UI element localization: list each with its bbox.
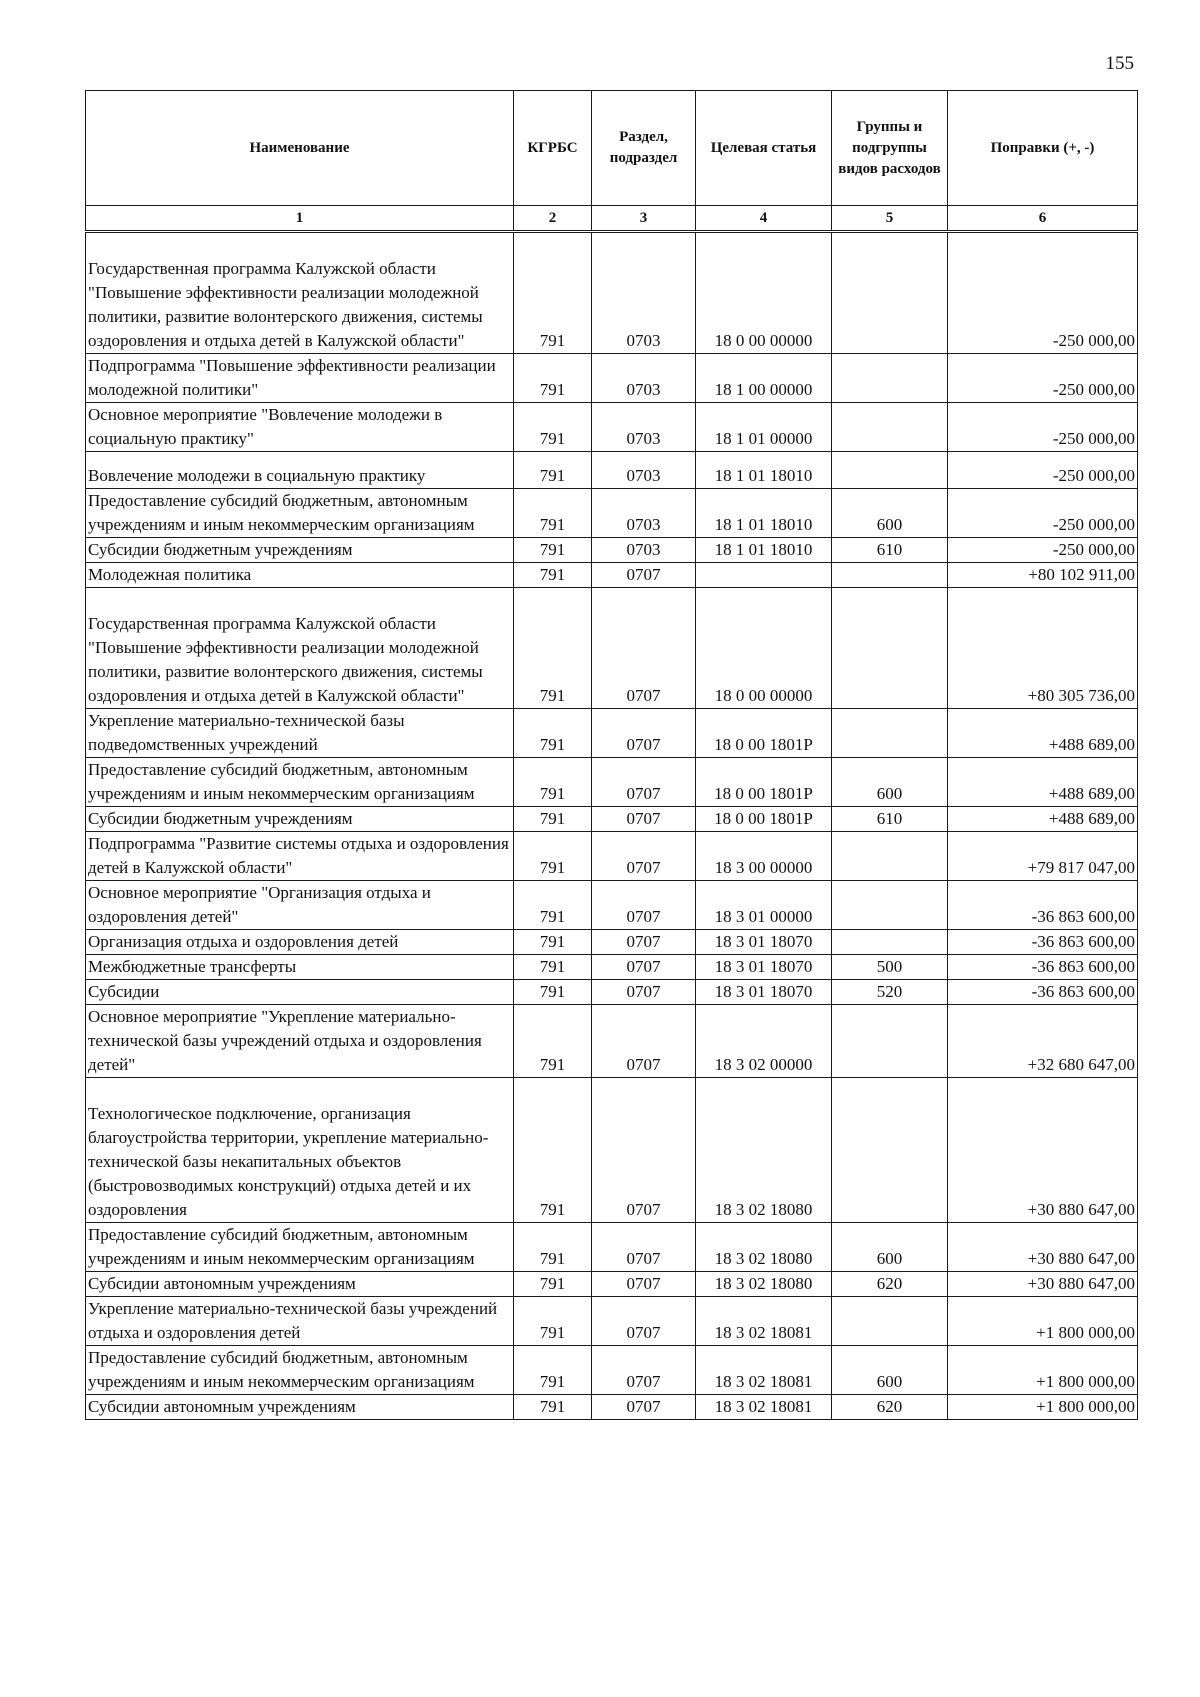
row-amendment-amount: -36 863 600,00: [948, 881, 1138, 930]
row-target-article: 18 1 01 00000: [696, 403, 832, 452]
row-section: 0707: [592, 1223, 696, 1272]
row-target-article: 18 0 00 1801P: [696, 709, 832, 758]
row-section: 0703: [592, 232, 696, 354]
row-section: 0707: [592, 1005, 696, 1078]
row-target-article: 18 3 02 18080: [696, 1078, 832, 1223]
row-target-article: 18 1 00 00000: [696, 354, 832, 403]
row-name: Субсидии автономным учреждениям: [86, 1395, 514, 1420]
table-row: [86, 354, 1138, 403]
row-name: Предоставление субсидий бюджетным, автономным учреждениям и иным некоммерческим организациям: [86, 1223, 514, 1272]
row-kgrbs: 791: [514, 1078, 592, 1223]
table-row: [86, 489, 1138, 538]
table-row: [86, 1346, 1138, 1395]
table-row: [86, 709, 1138, 758]
row-target-article: 18 3 02 18080: [696, 1223, 832, 1272]
row-section: 0707: [592, 1272, 696, 1297]
row-section: 0707: [592, 588, 696, 709]
row-section: 0707: [592, 930, 696, 955]
row-target-article: 18 3 01 18070: [696, 955, 832, 980]
row-kgrbs: 791: [514, 538, 592, 563]
row-expense-group: 600: [832, 1346, 948, 1395]
header-target-article: Целевая статья: [696, 91, 832, 206]
row-kgrbs: 791: [514, 354, 592, 403]
row-expense-group: [832, 709, 948, 758]
row-section: 0707: [592, 758, 696, 807]
row-name: Предоставление субсидий бюджетным, автономным учреждениям и иным некоммерческим организациям: [86, 758, 514, 807]
row-section: 0703: [592, 403, 696, 452]
table-row: [86, 1005, 1138, 1078]
row-kgrbs: 791: [514, 563, 592, 588]
row-amendment-amount: +32 680 647,00: [948, 1005, 1138, 1078]
row-expense-group: [832, 1297, 948, 1346]
row-amendment-amount: +80 305 736,00: [948, 588, 1138, 709]
row-amendment-amount: +30 880 647,00: [948, 1223, 1138, 1272]
row-amendment-amount: -36 863 600,00: [948, 930, 1138, 955]
table-row: [86, 955, 1138, 980]
row-expense-group: [832, 881, 948, 930]
row-name: Укрепление материально-технической базы подведомственных учреждений: [86, 709, 514, 758]
row-amendment-amount: +30 880 647,00: [948, 1078, 1138, 1223]
row-section: 0707: [592, 881, 696, 930]
header-section: Раздел, подраздел: [592, 91, 696, 206]
row-kgrbs: 791: [514, 1395, 592, 1420]
row-target-article: [696, 563, 832, 588]
row-kgrbs: 791: [514, 1223, 592, 1272]
table-row: [86, 758, 1138, 807]
row-amendment-amount: +488 689,00: [948, 758, 1138, 807]
row-target-article: 18 0 00 00000: [696, 588, 832, 709]
row-section: 0707: [592, 1395, 696, 1420]
row-amendment-amount: +79 817 047,00: [948, 832, 1138, 881]
row-expense-group: [832, 930, 948, 955]
row-target-article: 18 3 02 18081: [696, 1346, 832, 1395]
table-body: [86, 232, 1138, 1420]
row-section: 0703: [592, 489, 696, 538]
row-name: Субсидии автономным учреждениям: [86, 1272, 514, 1297]
table-row: [86, 980, 1138, 1005]
row-section: 0707: [592, 709, 696, 758]
row-expense-group: 600: [832, 758, 948, 807]
row-section: 0707: [592, 980, 696, 1005]
row-amendment-amount: +488 689,00: [948, 807, 1138, 832]
row-expense-group: 600: [832, 489, 948, 538]
row-amendment-amount: +1 800 000,00: [948, 1395, 1138, 1420]
row-name: Субсидии: [86, 980, 514, 1005]
row-expense-group: 520: [832, 980, 948, 1005]
row-amendment-amount: -250 000,00: [948, 452, 1138, 489]
row-kgrbs: 791: [514, 832, 592, 881]
row-expense-group: [832, 563, 948, 588]
row-target-article: 18 3 02 18080: [696, 1272, 832, 1297]
row-section: 0703: [592, 538, 696, 563]
row-section: 0707: [592, 807, 696, 832]
row-expense-group: 620: [832, 1272, 948, 1297]
table-row: [86, 807, 1138, 832]
row-kgrbs: 791: [514, 489, 592, 538]
row-section: 0707: [592, 1297, 696, 1346]
row-name: Подпрограмма "Повышение эффективности реализации молодежной политики": [86, 354, 514, 403]
row-expense-group: 500: [832, 955, 948, 980]
row-name: Основное мероприятие "Укрепление материально-технической базы учреждений отдыха и оздоровления детей": [86, 1005, 514, 1078]
row-amendment-amount: -36 863 600,00: [948, 980, 1138, 1005]
table-row: [86, 1395, 1138, 1420]
row-expense-group: 620: [832, 1395, 948, 1420]
row-expense-group: [832, 403, 948, 452]
row-section: 0707: [592, 563, 696, 588]
row-expense-group: 600: [832, 1223, 948, 1272]
row-name: Предоставление субсидий бюджетным, автономным учреждениям и иным некоммерческим организациям: [86, 1346, 514, 1395]
row-section: 0703: [592, 452, 696, 489]
page-number: 155: [1105, 53, 1134, 74]
row-amendment-amount: +80 102 911,00: [948, 563, 1138, 588]
row-section: 0707: [592, 955, 696, 980]
row-name: Основное мероприятие "Организация отдыха и оздоровления детей": [86, 881, 514, 930]
row-kgrbs: 791: [514, 930, 592, 955]
row-target-article: 18 3 02 18081: [696, 1297, 832, 1346]
column-number: 5: [832, 206, 948, 232]
row-amendment-amount: -36 863 600,00: [948, 955, 1138, 980]
table-row: [86, 832, 1138, 881]
row-kgrbs: 791: [514, 588, 592, 709]
row-name: Подпрограмма "Развитие системы отдыха и оздоровления детей в Калужской области": [86, 832, 514, 881]
row-kgrbs: 791: [514, 232, 592, 354]
row-name: Межбюджетные трансферты: [86, 955, 514, 980]
row-amendment-amount: -250 000,00: [948, 489, 1138, 538]
table-row: [86, 1297, 1138, 1346]
row-amendment-amount: -250 000,00: [948, 354, 1138, 403]
row-name: Основное мероприятие "Вовлечение молодежи в социальную практику": [86, 403, 514, 452]
row-kgrbs: 791: [514, 1272, 592, 1297]
row-name: Государственная программа Калужской области "Повышение эффективности реализации молодежной политики, развитие волонтерского движения, системы оздоровления и отдыха детей в Калужской области": [86, 232, 514, 354]
row-target-article: 18 3 02 00000: [696, 1005, 832, 1078]
budget-amendments-table: [85, 90, 1138, 1420]
header-name: Наименование: [86, 91, 514, 206]
row-name: Молодежная политика: [86, 563, 514, 588]
row-kgrbs: 791: [514, 955, 592, 980]
row-expense-group: [832, 1005, 948, 1078]
row-target-article: 18 3 01 18070: [696, 930, 832, 955]
row-expense-group: [832, 354, 948, 403]
row-expense-group: [832, 1078, 948, 1223]
row-name: Вовлечение молодежи в социальную практику: [86, 452, 514, 489]
row-kgrbs: 791: [514, 1346, 592, 1395]
column-number: 3: [592, 206, 696, 232]
header-kgrbs: КГРБС: [514, 91, 592, 206]
table-row: [86, 1223, 1138, 1272]
row-kgrbs: 791: [514, 807, 592, 832]
row-amendment-amount: +30 880 647,00: [948, 1272, 1138, 1297]
row-target-article: 18 3 01 18070: [696, 980, 832, 1005]
row-target-article: 18 0 00 00000: [696, 232, 832, 354]
table-row: [86, 563, 1138, 588]
row-target-article: 18 1 01 18010: [696, 538, 832, 563]
row-amendment-amount: -250 000,00: [948, 538, 1138, 563]
column-number: 1: [86, 206, 514, 232]
row-amendment-amount: +488 689,00: [948, 709, 1138, 758]
header-amendments: Поправки (+, -): [948, 91, 1138, 206]
row-target-article: 18 0 00 1801P: [696, 758, 832, 807]
table-row: [86, 1078, 1138, 1223]
row-expense-group: [832, 232, 948, 354]
column-number: 4: [696, 206, 832, 232]
table-row: [86, 881, 1138, 930]
row-amendment-amount: +1 800 000,00: [948, 1297, 1138, 1346]
row-kgrbs: 791: [514, 980, 592, 1005]
row-expense-group: [832, 452, 948, 489]
row-amendment-amount: +1 800 000,00: [948, 1346, 1138, 1395]
row-name: Субсидии бюджетным учреждениям: [86, 538, 514, 563]
table-row: [86, 232, 1138, 354]
row-kgrbs: 791: [514, 452, 592, 489]
row-name: Технологическое подключение, организация благоустройства территории, укрепление материально-технической базы некапитальных объектов (быстровозводимых конструкций) отдыха детей и их оздоровления: [86, 1078, 514, 1223]
row-target-article: 18 1 01 18010: [696, 489, 832, 538]
row-kgrbs: 791: [514, 1297, 592, 1346]
row-name: Государственная программа Калужской области "Повышение эффективности реализации молодежной политики, развитие волонтерского движения, системы оздоровления и отдыха детей в Калужской области": [86, 588, 514, 709]
column-number-row: [86, 206, 1138, 232]
row-name: Предоставление субсидий бюджетным, автономным учреждениям и иным некоммерческим организациям: [86, 489, 514, 538]
table-row: [86, 403, 1138, 452]
header-row: [86, 91, 1138, 206]
row-kgrbs: 791: [514, 758, 592, 807]
table-row: [86, 588, 1138, 709]
row-amendment-amount: -250 000,00: [948, 403, 1138, 452]
row-name: Укрепление материально-технической базы учреждений отдыха и оздоровления детей: [86, 1297, 514, 1346]
column-number: 2: [514, 206, 592, 232]
row-expense-group: 610: [832, 538, 948, 563]
row-section: 0707: [592, 832, 696, 881]
row-target-article: 18 3 02 18081: [696, 1395, 832, 1420]
row-kgrbs: 791: [514, 881, 592, 930]
row-section: 0707: [592, 1346, 696, 1395]
row-amendment-amount: -250 000,00: [948, 232, 1138, 354]
row-expense-group: [832, 832, 948, 881]
table-row: [86, 1272, 1138, 1297]
table-row: [86, 930, 1138, 955]
row-target-article: 18 1 01 18010: [696, 452, 832, 489]
table-row: [86, 538, 1138, 563]
row-name: Организация отдыха и оздоровления детей: [86, 930, 514, 955]
row-target-article: 18 0 00 1801P: [696, 807, 832, 832]
row-kgrbs: 791: [514, 403, 592, 452]
row-name: Субсидии бюджетным учреждениям: [86, 807, 514, 832]
header-expense-groups: Группы и подгруппы видов расходов: [832, 91, 948, 206]
row-expense-group: 610: [832, 807, 948, 832]
column-number: 6: [948, 206, 1138, 232]
table-row: [86, 452, 1138, 489]
row-target-article: 18 3 01 00000: [696, 881, 832, 930]
row-expense-group: [832, 588, 948, 709]
row-kgrbs: 791: [514, 1005, 592, 1078]
row-kgrbs: 791: [514, 709, 592, 758]
row-target-article: 18 3 00 00000: [696, 832, 832, 881]
row-section: 0703: [592, 354, 696, 403]
row-section: 0707: [592, 1078, 696, 1223]
